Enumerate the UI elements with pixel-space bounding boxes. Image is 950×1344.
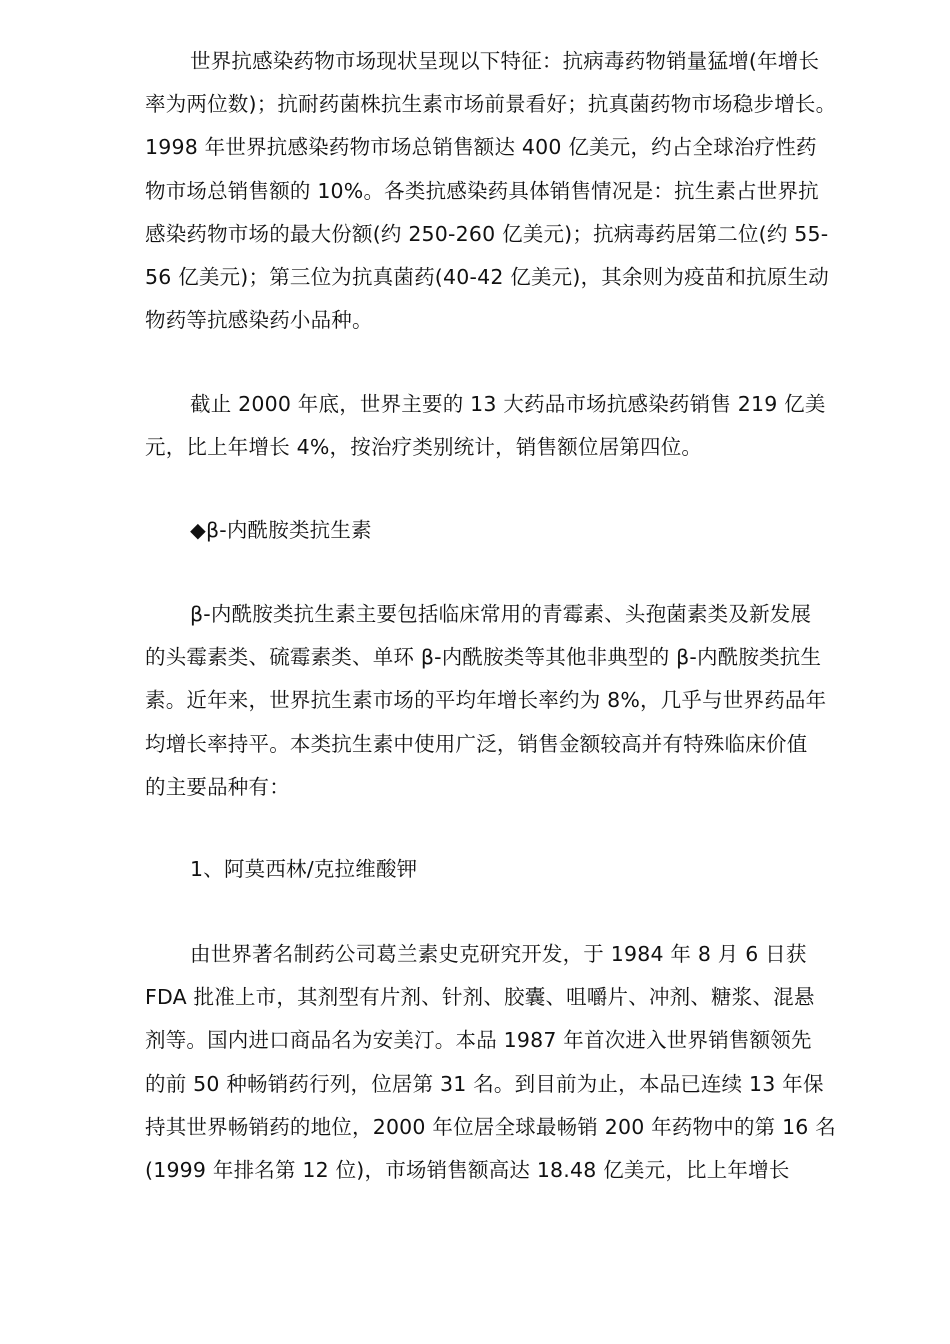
text-line: 均增长率持平。本类抗生素中使用广泛，销售金额较高并有特殊临床价值: [145, 731, 808, 756]
text-line: 的头霉素类、硫霉素类、单环 β-内酰胺类等其他非典型的 β-内酰胺类抗生: [145, 645, 822, 670]
paragraph-item-1-body: [145, 933, 885, 1192]
text-line: 由世界著名制药公司葛兰素史克研究开发，于 1984 年 8 月 6 日获: [190, 942, 807, 966]
text-line: β-内酰胺类抗生素主要包括临床常用的青霉素、头孢菌素类及新发展: [190, 602, 812, 626]
text-line: 感染药物市场的最大份额(约 250-260 亿美元)；抗病毒药居第二位(约 55-: [145, 221, 829, 246]
section-heading-beta-lactam: [145, 509, 885, 552]
paragraph-sales-2000: [145, 383, 885, 469]
text-line: 56 亿美元)；第三位为抗真菌药(40-42 亿美元)，其余则为疫苗和抗原生动: [145, 264, 829, 289]
paragraph-beta-lactam-intro: [145, 593, 885, 809]
text-line: 1998 年世界抗感染药物市场总销售额达 400 亿美元，约占全球治疗性药: [145, 135, 817, 160]
text-line: FDA 批准上市，其剂型有片剂、针剂、胶囊、咀嚼片、冲剂、糖浆、混悬: [145, 985, 815, 1010]
text-line: 率为两位数)；抗耐药菌株抗生素市场前景看好；抗真菌药物市场稳步增长。: [145, 92, 837, 117]
text-line: 世界抗感染药物市场现状呈现以下特征：抗病毒药物销量猛增(年增长: [190, 49, 820, 73]
paragraph-market-features: [145, 40, 885, 342]
text-line: 截止 2000 年底，世界主要的 13 大药品市场抗感染药销售 219 亿美: [190, 392, 826, 416]
text-line: 的主要品种有：: [145, 774, 290, 799]
text-line: 物药等抗感染药小品种。: [145, 308, 373, 333]
text-line: 的前 50 种畅销药行列，位居第 31 名。到目前为止，本品已连续 13 年保: [145, 1071, 824, 1096]
text-line: 物市场总销售额的 10%。各类抗感染药具体销售情况是：抗生素占世界抗: [145, 178, 819, 203]
item-heading-amoxicillin: [145, 848, 885, 891]
text-line: 持其世界畅销药的地位，2000 年位居全球最畅销 200 年药物中的第 16 名: [145, 1114, 836, 1139]
text-line: 元，比上年增长 4%，按治疗类别统计，销售额位居第四位。: [145, 435, 703, 460]
section-heading: ◆β-内酰胺类抗生素: [190, 518, 372, 542]
text-line: 素。近年来，世界抗生素市场的平均年增长率约为 8%，几乎与世界药品年: [145, 688, 827, 713]
text-line: 剂等。国内进口商品名为安美汀。本品 1987 年首次进入世界销售额领先: [145, 1028, 812, 1053]
text-line: (1999 年排名第 12 位)，市场销售额高达 18.48 亿美元，比上年增长: [145, 1157, 790, 1182]
item-heading: 1、阿莫西林/克拉维酸钾: [190, 857, 418, 881]
